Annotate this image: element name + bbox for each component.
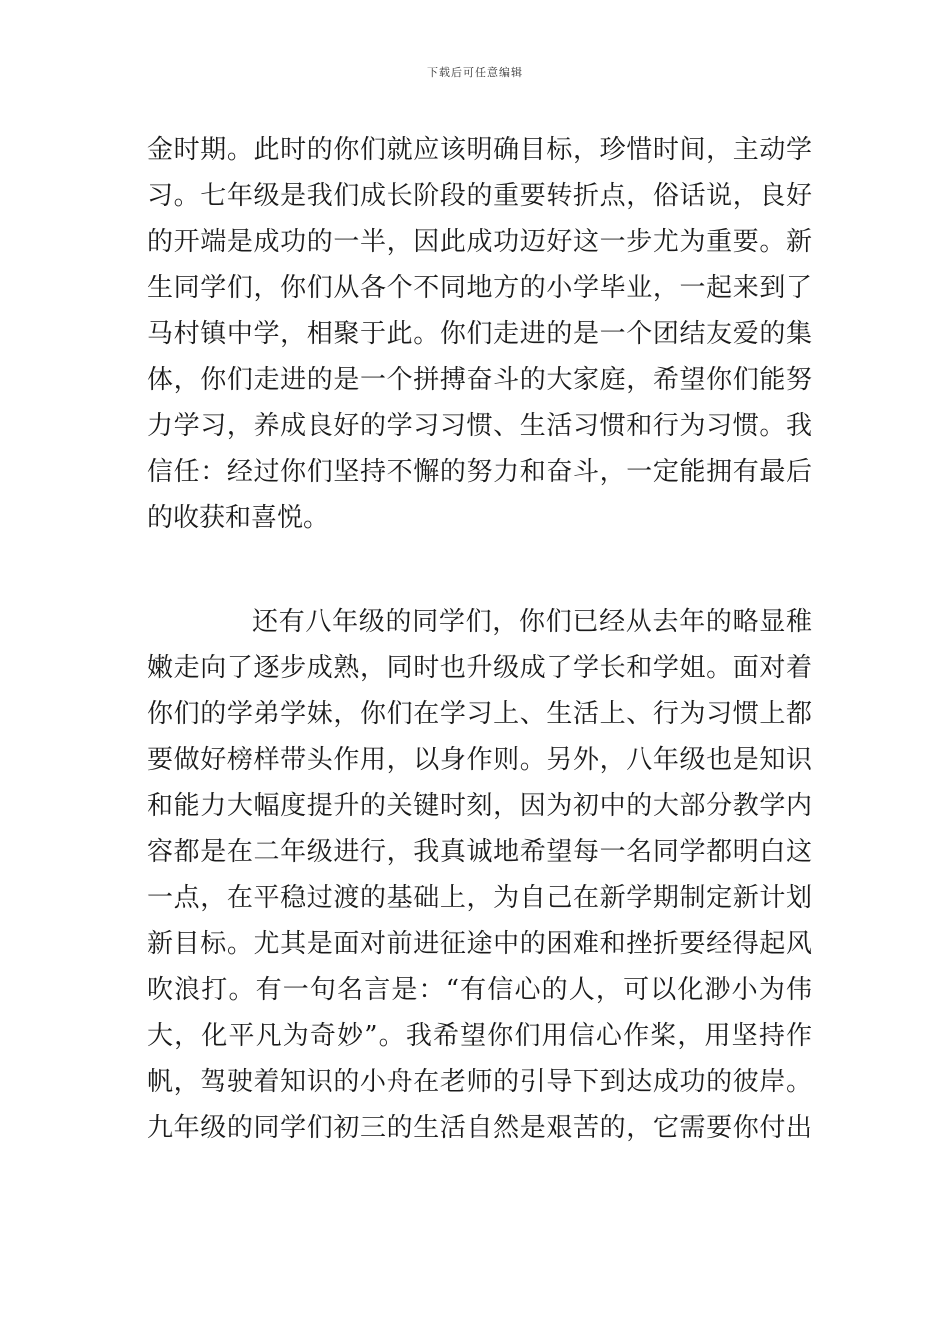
- paragraph-1-line-2: 习。七年级是我们成长阶段的重要转折点，俗话说，良好: [147, 181, 812, 211]
- paragraph-2-line-12: 九年级的同学们初三的生活自然是艰苦的，它需要你付出: [147, 1113, 812, 1143]
- paragraph-1-line-3: 的开端是成功的一半，因此成功迈好这一步尤为重要。新: [147, 227, 812, 257]
- paragraph-2-line-11: 帆，驾驶着知识的小舟在老师的引导下到达成功的彼岸。: [147, 1067, 812, 1097]
- paragraph-2-line-3: 你们的学弟学妹，你们在学习上、生活上、行为习惯上都: [147, 699, 812, 729]
- paragraph-2-line-5: 和能力大幅度提升的关键时刻，因为初中的大部分教学内: [147, 791, 812, 821]
- paragraph-1-line-4: 生同学们，你们从各个不同地方的小学毕业，一起来到了: [147, 273, 812, 303]
- paragraph-2-line-2: 嫩走向了逐步成熟，同时也升级成了学长和学姐。面对着: [147, 653, 812, 683]
- paragraph-2-line-6: 容都是在二年级进行，我真诚地希望每一名同学都明白这: [147, 837, 812, 867]
- paragraph-1-line-9: 的收获和喜悦。: [147, 503, 330, 533]
- paragraph-2-line-8: 新目标。尤其是面对前进征途中的困难和挫折要经得起风: [147, 929, 812, 959]
- paragraph-2-line-9: 吹浪打。有一句名言是：“有信心的人，可以化渺小为伟: [147, 975, 812, 1005]
- paragraph-1-line-5: 马村镇中学，相聚于此。你们走进的是一个团结友爱的集: [147, 319, 812, 349]
- paragraph-2-line-4: 要做好榜样带头作用，以身作则。另外，八年级也是知识: [147, 745, 812, 775]
- paragraph-2-line-10: 大，化平凡为奇妙”。我希望你们用信心作桨，用坚持作: [147, 1021, 812, 1051]
- paragraph-2-line-1: 还有八年级的同学们，你们已经从去年的略显稚: [252, 607, 812, 637]
- paragraph-1-line-7: 力学习，养成良好的学习习惯、生活习惯和行为习惯。我: [147, 411, 812, 441]
- paragraph-2-line-7: 一点，在平稳过渡的基础上，为自己在新学期制定新计划: [147, 883, 812, 913]
- paragraph-1-line-6: 体，你们走进的是一个拼搏奋斗的大家庭，希望你们能努: [147, 365, 812, 395]
- paragraph-1-line-1: 金时期。此时的你们就应该明确目标，珍惜时间，主动学: [147, 135, 812, 165]
- page-header-note: 下载后可任意编辑: [427, 66, 523, 79]
- paragraph-1-line-8: 信任：经过你们坚持不懈的努力和奋斗，一定能拥有最后: [147, 457, 812, 487]
